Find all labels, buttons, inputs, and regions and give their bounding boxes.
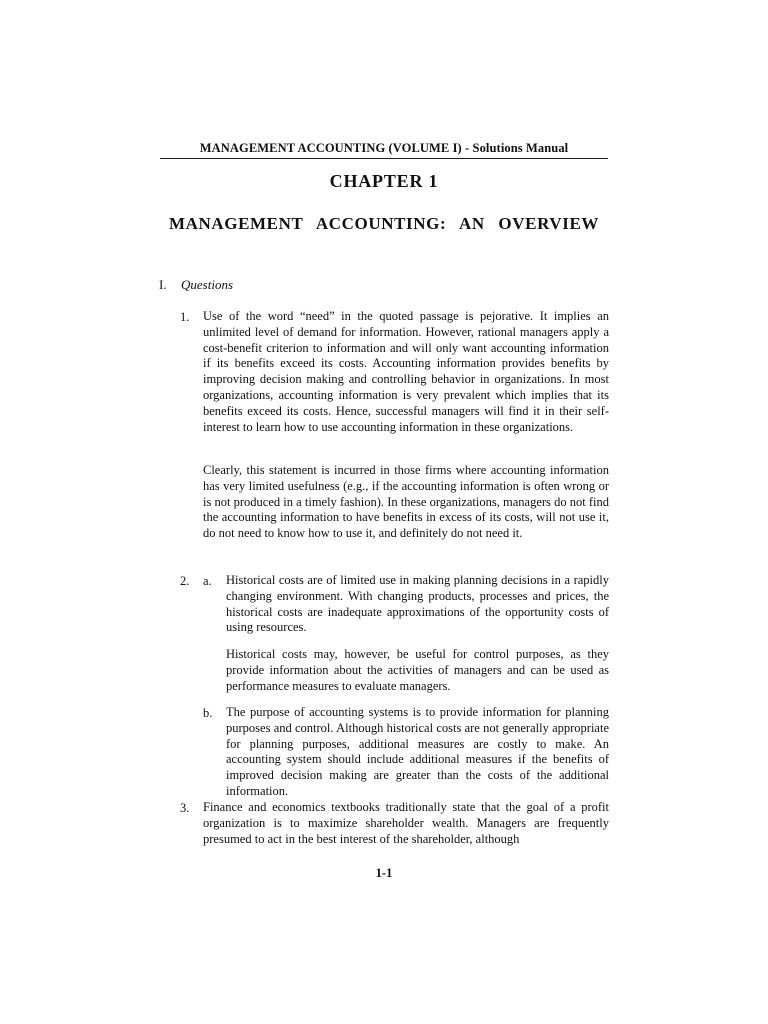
question-paragraph: Clearly, this statement is incurred in those firms where accounting information has very limited usefulness (e.g., if the accounting information is often wrong or is not produced in a timely fashion). In these organizations, managers do not find the accounting information to have benefits in excess of its costs, will not use it, do not need to know how to use it, and definitely do not need it.	[203, 463, 609, 541]
chapter-number: CHAPTER 1	[329, 171, 439, 191]
part-letter: a.	[203, 574, 212, 588]
page-number: 1-1	[375, 866, 393, 880]
question-number: 1.	[180, 310, 190, 324]
chapter-title: MANAGEMENT ACCOUNTING: AN OVERVIEW	[169, 214, 599, 233]
question-paragraph: Use of the word “need” in the quoted passage is pejorative. It implies an unlimited level of demand for information. However, rational managers apply a cost-benefit criterion to information and will only want accounting information if its benefits exceed its costs. Accounting information provides benefits by improving decision making and controlling behavior in organizations. In most organizations, accounting information is very prevalent which implies that its benefits exceed its costs. Hence, successful managers will find it in their self-interest to learn how to use accounting information in these organizations.	[203, 309, 609, 434]
section-heading	[159, 277, 233, 293]
question-number: 2.	[180, 574, 190, 588]
part-paragraph: Historical costs are of limited use in making planning decisions in a rapidly changing environment. With changing products, processes and prices, the historical costs are inadequate approximations of the opportunity costs of using resources.	[226, 573, 609, 635]
section-number: I.	[159, 277, 167, 292]
question-number: 3.	[180, 801, 190, 815]
question-paragraph: Finance and economics textbooks traditionally state that the goal of a profit organization is to maximize shareholder wealth. Managers are frequently presumed to act in the best interest of the shareholder, although	[203, 800, 609, 846]
running-header: MANAGEMENT ACCOUNTING (VOLUME I) - Solutions Manual	[199, 141, 569, 155]
header-rule	[160, 158, 608, 159]
part-paragraph: Historical costs may, however, be useful for control purposes, as they provide information about the activities of managers and can be used as performance measures to evaluate managers.	[226, 647, 609, 693]
part-paragraph: The purpose of accounting systems is to provide information for planning purposes and control. Although historical costs are not generally appropriate for planning purposes, additional measures are costly to make. An accounting system should include additional measures if the benefits of improved decision making are greater than the costs of the additional information.	[226, 705, 609, 798]
part-letter: b.	[203, 706, 213, 720]
section-label: Questions	[181, 277, 233, 292]
